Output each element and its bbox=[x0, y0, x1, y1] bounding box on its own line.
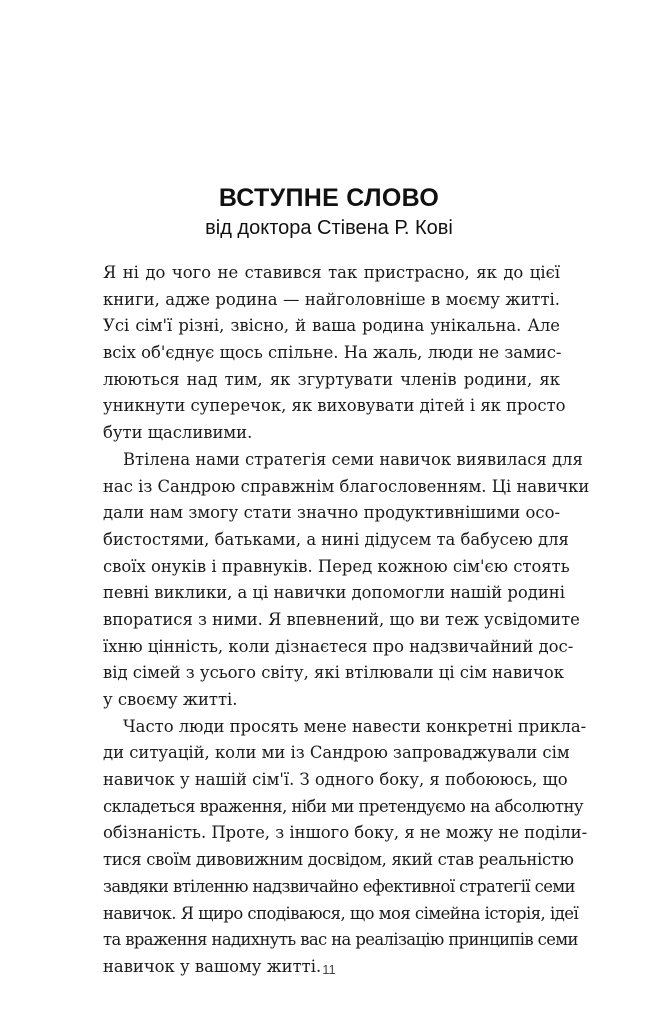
text-line: нас із Сандрою справжнім благословенням. Ці навички bbox=[103, 476, 590, 496]
text-line: їхню цінність, коли дізнаєтеся про надзвичайний дос- bbox=[103, 636, 574, 656]
text-line: Часто люди просять мене навести конкретні прикла- bbox=[123, 716, 587, 736]
text-line: всіх об'єднує щось спільне. На жаль, люди не замис- bbox=[103, 343, 562, 363]
text-line: своїх онуків і правнуків. Перед кожною сім'єю стоять bbox=[103, 556, 570, 576]
text-line: Усі сім'ї різні, звісно, й ваша родина унікальна. Але bbox=[103, 316, 560, 336]
text-line: люються над тим, як згуртувати членів родини, як bbox=[103, 369, 560, 389]
text-line: навичок у нашій сім'ї. З одного боку, я побоююсь, що bbox=[103, 770, 568, 790]
body-text bbox=[103, 260, 590, 981]
text-line: бистостями, батьками, а нині дідусем та бабусею для bbox=[103, 529, 569, 549]
text-line: завдяки втіленню надзвичайно ефективної стратегії семи bbox=[103, 876, 575, 896]
chapter-subtitle: від доктора Стівена Р. Кові bbox=[205, 217, 453, 239]
text-line: ди ситуацій, коли ми із Сандрою запроваджували сім bbox=[103, 743, 570, 763]
text-line: обізнаність. Проте, з іншого боку, я не можу не поділи- bbox=[103, 823, 588, 843]
text-line: бути щасливими. bbox=[103, 423, 253, 443]
text-line: від сімей з усього світу, які втілювали ці сім навичок bbox=[103, 663, 564, 683]
text-line: Втілена нами стратегія семи навичок виявилася для bbox=[123, 449, 583, 469]
text-line: впоратися з ними. Я впевнений, що ви теж усвідомите bbox=[103, 609, 580, 629]
text-line: певні виклики, а ці навички допомогли нашій родині bbox=[103, 583, 565, 603]
text-line: навичок у вашому житті. bbox=[103, 956, 322, 976]
text-line: Я ні до чого не ставився так пристрасно, як до цієї bbox=[103, 263, 560, 282]
chapter-title: ВСТУПНЕ СЛОВО bbox=[218, 184, 440, 212]
text-line: уникнути суперечок, як виховувати дітей і як просто bbox=[103, 396, 566, 416]
text-line: дали нам змогу стати значно продуктивнішими осо- bbox=[103, 503, 560, 523]
text-line: книги, адже родина — найголовніше в моєму житті. bbox=[103, 289, 560, 309]
text-line: та враження надихнуть вас на реалізацію принципів семи bbox=[103, 930, 578, 950]
page-number: 11 bbox=[322, 962, 336, 977]
text-line: складеться враження, ніби ми претендуємо на абсолютну bbox=[103, 796, 584, 816]
text-line: тися своїм дивовижним досвідом, який став реальністю bbox=[103, 850, 574, 870]
text-line: у своєму житті. bbox=[103, 690, 238, 709]
text-line: навичок. Я щиро сподіваюся, що моя сімейна історія, ідеї bbox=[103, 903, 579, 923]
